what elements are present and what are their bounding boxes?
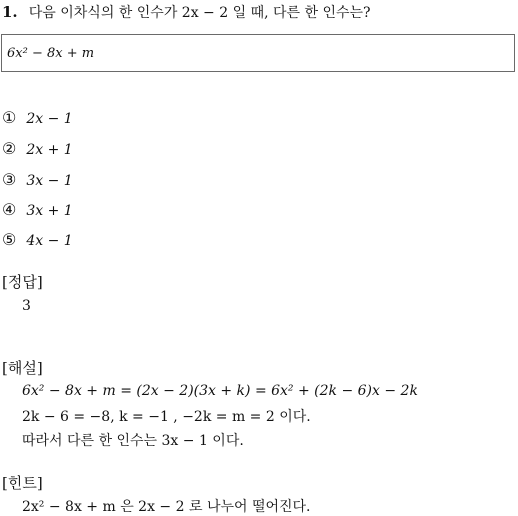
explanation-label: [해설] xyxy=(2,359,43,377)
question-text: 다음 이차식의 한 인수가 2x − 2 일 때, 다른 한 인수는? xyxy=(28,5,371,21)
choice-text: 2x + 1 xyxy=(26,142,73,158)
choice-mark: ① xyxy=(2,108,17,127)
choice-mark: ② xyxy=(2,139,17,158)
expression-box xyxy=(1,34,515,72)
explanation-line-1: 6x² − 8x + m = (2x − 2)(3x + k) = 6x² + (2k − 6)x − 2k xyxy=(22,383,418,399)
choice-mark: ③ xyxy=(2,170,17,189)
hint-line: 2x² − 8x + m 은 2x − 2 로 나누어 떨어진다. xyxy=(22,499,311,515)
answer-label: [정답] xyxy=(2,273,43,291)
choice-text: 2x − 1 xyxy=(26,111,73,127)
choice-4[interactable] xyxy=(2,200,73,219)
choice-3[interactable] xyxy=(2,170,73,189)
choice-text: 3x − 1 xyxy=(26,173,73,189)
explanation-line-3: 따라서 다른 한 인수는 3x − 1 이다. xyxy=(22,433,244,449)
choice-text: 4x − 1 xyxy=(26,233,73,249)
hint-label: [힌트] xyxy=(2,474,43,492)
choice-5[interactable] xyxy=(2,230,73,249)
question-number: 1. xyxy=(2,3,18,21)
choice-mark: ④ xyxy=(2,200,17,219)
choice-mark: ⑤ xyxy=(2,230,17,249)
question-header xyxy=(2,2,371,22)
answer-value: 3 xyxy=(22,298,31,314)
choice-1[interactable] xyxy=(2,108,73,127)
explanation-line-2: 2k − 6 = −8, k = −1 , −2k = m = 2 이다. xyxy=(22,409,311,425)
choice-2[interactable] xyxy=(2,139,73,158)
choice-text: 3x + 1 xyxy=(26,203,73,219)
expression-text: 6x² − 8x + m xyxy=(7,46,95,61)
